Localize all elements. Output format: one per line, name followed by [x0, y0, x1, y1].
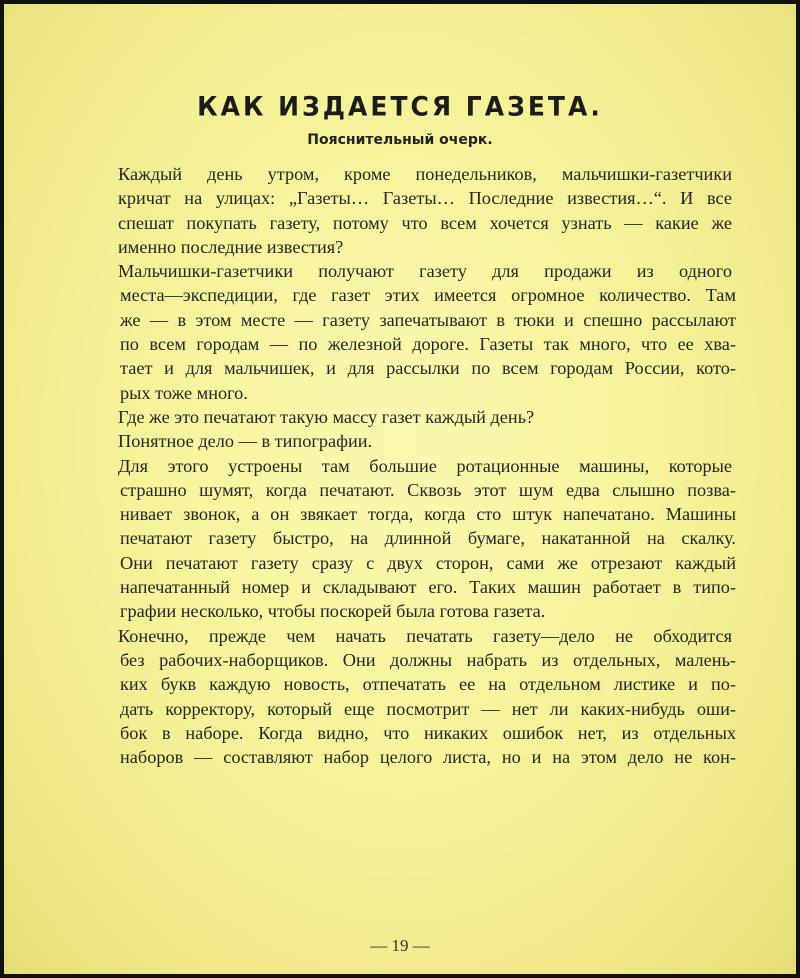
text-line: страшно шумят, когда печатают. Сквозь этот шум едва слышно позва-: [120, 479, 736, 500]
text-line: Они печатают газету сразу с двух сторон, сами же отрезают каждый: [120, 552, 736, 573]
text-line: бок в наборе. Когда видно, что никаких ошибок нет, из отдельных: [120, 722, 736, 743]
text-line: по всем городам — по железной дороге. Газеты так много, что ее хва-: [120, 334, 736, 355]
text-line: печатают газету быстро, на длинной бумаге, накатанной на скалку.: [120, 528, 736, 549]
text-line: наборов — составляют набор целого листа, но и на этом дело не кон-: [120, 747, 736, 768]
text-line: Где же это печатают такую массу газет каждый день?: [118, 406, 535, 427]
article-body: [118, 162, 736, 769]
text-line: же — в этом месте — газету запечатывают в тюки и спешно рассылают: [120, 309, 736, 330]
text-line: дать корректору, который еще посмотрит — нет ли каких-нибудь оши-: [120, 698, 736, 719]
text-line: именно последние известия?: [118, 236, 344, 257]
text-line: места—экспедиции, где газет этих имеется огромное количество. Там: [120, 285, 736, 306]
text-line: рых тоже много.: [120, 382, 248, 403]
page-number: — 19 —: [370, 936, 430, 955]
book-page: [4, 4, 796, 974]
text-line: Мальчишки-газетчики получают газету для продажи из одного: [118, 261, 732, 282]
text-line: графии несколько, чтобы поскорей была готова газета.: [120, 601, 546, 622]
text-line: Каждый день утром, кроме понедельников, мальчишки-газетчики: [118, 164, 732, 184]
article-subtitle: Пояснительный очерк.: [307, 132, 493, 148]
text-line: тает и для мальчишек, и для рассылки по всем городам России, кото-: [120, 358, 736, 379]
text-line: ких букв каждую новость, отпечатать ее на отдельном листике и по-: [120, 674, 736, 695]
text-line: нивает звонок, а он звякает тогда, когда сто штук напечатано. Машины: [120, 504, 736, 525]
text-line: без рабочих-наборщиков. Они должны набрать из отдельных, малень-: [120, 649, 736, 670]
text-line: Понятное дело — в типографии.: [118, 431, 373, 452]
text-line: напечатанный номер и складывают его. Таких машин работает в типо-: [120, 577, 736, 598]
text-line: Конечно, прежде чем начать печатать газету—дело не обходится: [118, 625, 732, 646]
article-title: КАК ИЗДАЕТСЯ ГАЗЕТА.: [197, 91, 603, 122]
text-line: спешат покупать газету, потому что всем хочется узнать — какие же: [118, 212, 732, 233]
text-line: кричат на улицах: „Газеты… Газеты… Последние известия…“. И все: [118, 188, 732, 209]
text-line: Для этого устроены там большие ротационные машины, которые: [118, 455, 732, 476]
